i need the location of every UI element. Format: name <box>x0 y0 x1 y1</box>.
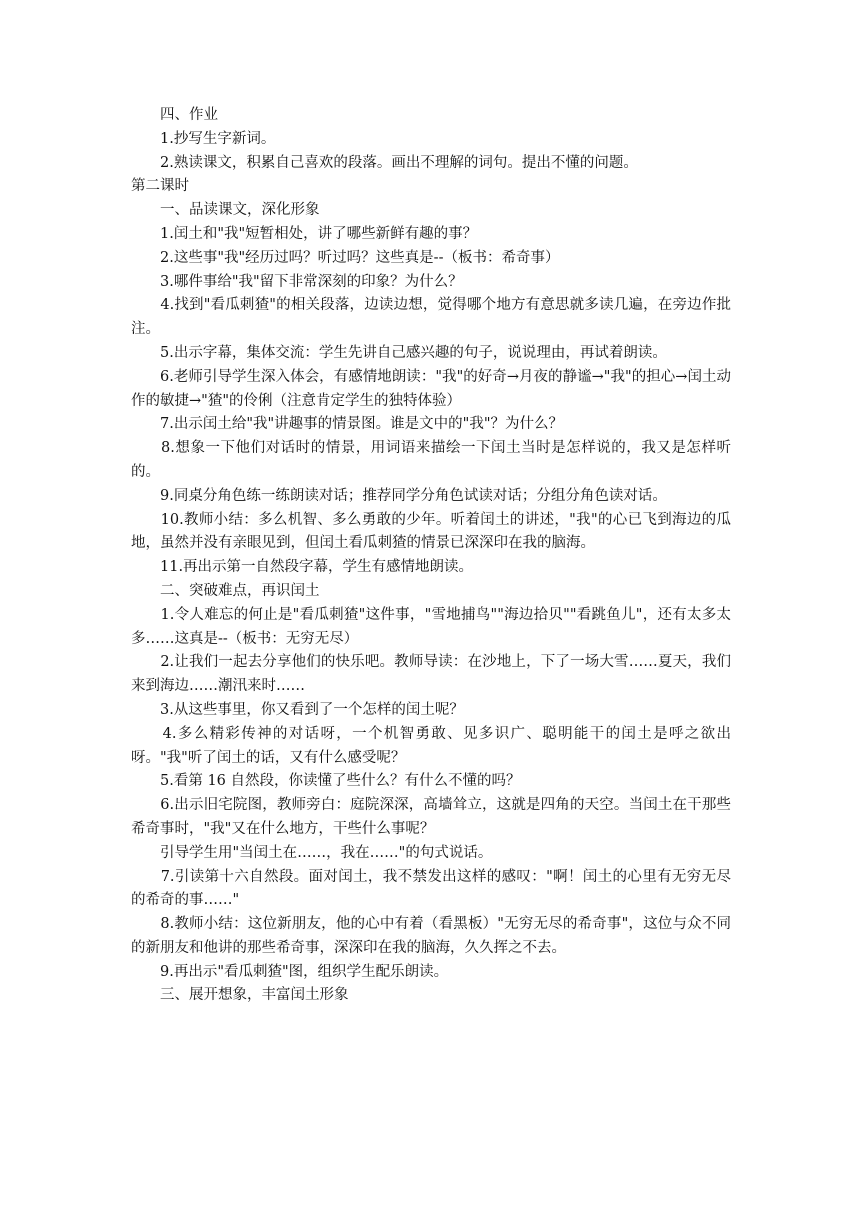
paragraph: 1.令人难忘的何止是"看瓜刺猹"这件事，"雪地捕鸟""海边拾贝""看跳鱼儿"，还有太多太多……这真是--（板书：无穷无尽） <box>131 606 731 647</box>
paragraph: 1.抄写生字新词。 <box>131 130 276 147</box>
paragraph: 6.老师引导学生深入体会，有感情地朗读："我"的好奇→月夜的静谧→"我"的担心→闰土动作的敏捷→"猹"的伶俐（注意肯定学生的独特体验） <box>131 368 731 409</box>
paragraph: 5.出示字幕，集体交流：学生先讲自己感兴趣的句子，说说理由，再试着朗读。 <box>131 344 667 361</box>
paragraph: 一、品读课文，深化形象 <box>131 202 320 219</box>
section-heading: 第二课时 <box>131 178 189 195</box>
paragraph: 4.找到"看瓜刺猹"的相关段落，边读边想，觉得哪个地方有意思就多读几遍，在旁边作批注。 <box>131 297 731 338</box>
paragraph: 3.从这些事里，你又看到了一个怎样的闰土呢？ <box>131 701 464 718</box>
paragraph: 9.同桌分角色练一练朗读对话；推荐同学分角色试读对话；分组分角色读对话。 <box>131 487 667 504</box>
paragraph: 1.闰土和"我"短暂相处，讲了哪些新鲜有趣的事？ <box>131 225 478 242</box>
paragraph: 5.看第 16 自然段，你读懂了些什么？有什么不懂的吗？ <box>131 773 521 790</box>
paragraph: 3.哪件事给"我"留下非常深刻的印象？为什么？ <box>131 273 463 290</box>
paragraph: 二、突破难点，再识闰土 <box>131 582 320 599</box>
paragraph: 2.这些事"我"经历过吗？听过吗？这些真是--（板书：希奇事） <box>131 249 560 266</box>
paragraph: 7.出示闰土给"我"讲趣事的情景图。谁是文中的"我"？为什么？ <box>131 416 564 433</box>
paragraph: 4.多么精彩传神的对话呀，一个机智勇敢、见多识广、聪明能干的闰土是呼之欲出呀。"我"听了闰土的话，又有什么感受呢？ <box>131 725 731 766</box>
document-page <box>131 104 731 1008</box>
paragraph: 三、展开想象，丰富闰土形象 <box>131 987 349 1004</box>
paragraph: 8.教师小结：这位新朋友，他的心中有着（看黑板）"无穷无尽的希奇事"，这位与众不同的新朋友和他讲的那些希奇事，深深印在我的脑海，久久挥之不去。 <box>131 916 731 956</box>
paragraph: 2.熟读课文，积累自己喜欢的段落。画出不理解的词句。提出不懂的问题。 <box>131 154 638 171</box>
paragraph: 6.出示旧宅院图，教师旁白：庭院深深，高墙耸立，这就是四角的天空。当闰土在干那些希奇事时，"我"又在什么地方，干些什么事呢？ <box>131 797 731 837</box>
paragraph: 8.想象一下他们对话时的情景，用词语来描绘一下闰土当时是怎样说的，我又是怎样听的。 <box>131 440 731 480</box>
paragraph: 7.引读第十六自然段。面对闰土，我不禁发出这样的感叹："啊！闰土的心里有无穷无尽的希奇的事……" <box>131 868 731 909</box>
paragraph: 11.再出示第一自然段字幕，学生有感情地朗读。 <box>131 559 474 576</box>
paragraph: 9.再出示"看瓜刺猹"图，组织学生配乐朗读。 <box>131 963 449 980</box>
paragraph: 四、作业 <box>131 107 218 123</box>
paragraph: 10.教师小结：多么机智、多么勇敢的少年。听着闰土的讲述，"我"的心已飞到海边的瓜地，虽然并没有亲眼见到，但闰土看瓜刺猹的情景已深深印在我的脑海。 <box>131 511 731 552</box>
paragraph: 引导学生用"当闰土在……，我在……"的句式说话。 <box>131 844 493 861</box>
paragraph: 2.让我们一起去分享他们的快乐吧。教师导读：在沙地上，下了一场大雪……夏天，我们来到海边……潮汛来时…… <box>131 654 731 695</box>
